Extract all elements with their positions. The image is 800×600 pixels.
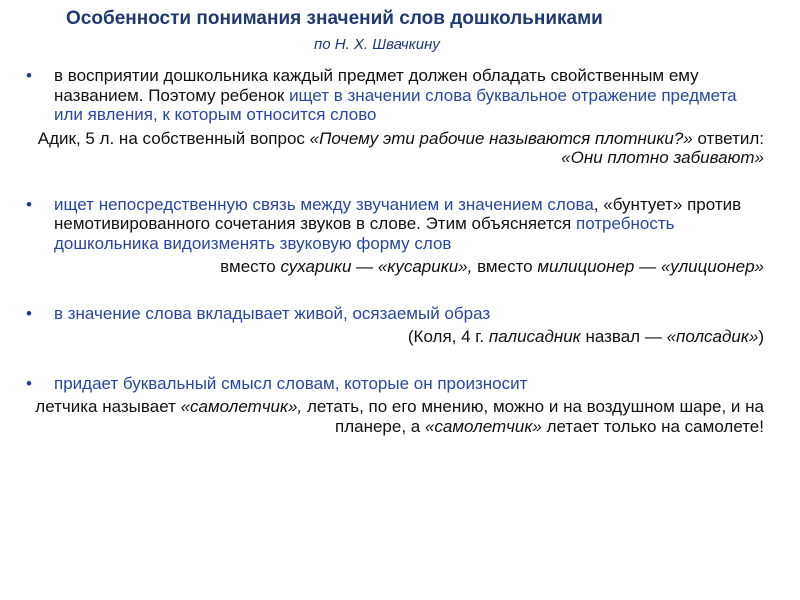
- example-text: вместо: [472, 257, 538, 276]
- example-quote: «полсадик»: [666, 327, 759, 346]
- example-quote: милиционер — «улиционер»: [537, 257, 764, 276]
- slide-subtitle: по Н. Х. Швачкину: [314, 36, 440, 53]
- bullet-icon: •: [26, 303, 32, 323]
- bullet-text: в восприятии дошкольника каждый предмет должен обладать свойственным ему названием. Поэтому ребенок: [54, 66, 699, 105]
- bullet-icon: •: [26, 66, 32, 85]
- example-line: [24, 257, 764, 277]
- bullet-item: [24, 304, 764, 324]
- example-quote: палисадник: [488, 327, 581, 346]
- example-quote: «Почему эти рабочие называются плотники?»: [309, 128, 693, 148]
- example-quote: «Они плотно забивают»: [561, 148, 764, 167]
- example-text: летать, по его мнению, можно и на воздушном шаре, и на планере, а: [302, 397, 764, 436]
- bullet-text: , «бунтует» против немотивированного сочетания звуков в слове. Этим объясняется: [54, 194, 742, 233]
- slide-title: Особенности понимания значений слов дошкольниками: [66, 8, 603, 29]
- example-text: летает только на самолете!: [541, 416, 764, 436]
- bullet-item: [24, 66, 764, 125]
- example-text: летчика называет: [35, 397, 181, 416]
- example-quote: «самолетчик»: [424, 416, 542, 436]
- example-text: вместо: [220, 257, 281, 276]
- bullet-icon: •: [26, 373, 32, 393]
- example-text: назвал —: [580, 327, 667, 346]
- example-line: [24, 129, 764, 168]
- example-line: [24, 397, 764, 436]
- bullet-highlight: ищет в значении слова буквальное отражение предмета или явления, к которым относится слово: [54, 85, 737, 124]
- bullet-highlight: потребность дошкольника видоизменять звуковую форму слов: [54, 214, 675, 253]
- bullet-highlight: ищет непосредственную связь между звучанием и значением слова: [54, 194, 594, 214]
- bullet-item: [24, 374, 764, 394]
- example-line: [24, 327, 764, 347]
- example-text: ответил:: [692, 128, 764, 148]
- bullet-icon: •: [26, 194, 32, 214]
- example-text: Адик, 5 л. на собственный вопрос: [37, 128, 310, 148]
- example-quote: сухарики — «кусарики»,: [280, 257, 473, 276]
- bullet-item: [24, 195, 764, 254]
- example-text: ): [758, 327, 764, 346]
- slide-body: [24, 66, 764, 436]
- example-text: (Коля, 4 г.: [407, 327, 489, 346]
- bullet-highlight: придает буквальный смысл словам, которые он произносит: [54, 373, 528, 393]
- example-quote: «самолетчик»,: [180, 397, 303, 416]
- bullet-highlight: в значение слова вкладывает живой, осязаемый образ: [54, 303, 491, 323]
